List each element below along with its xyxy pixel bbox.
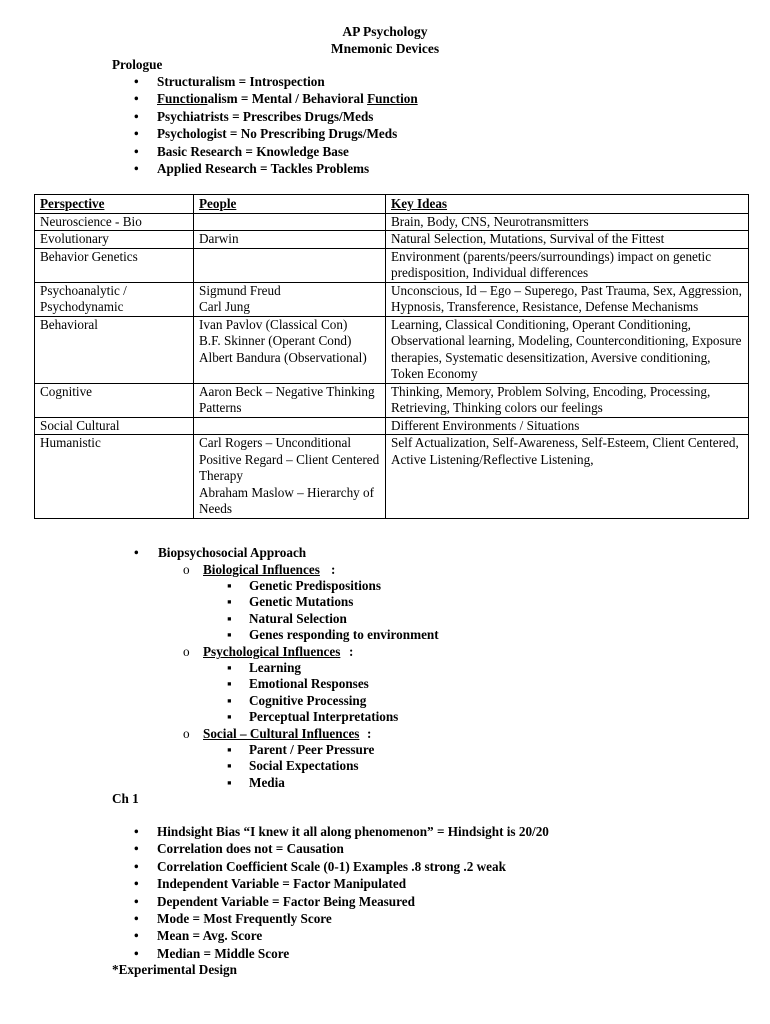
- table-cell: Natural Selection, Mutations, Survival of the Fittest: [386, 231, 749, 249]
- table-cell: Self Actualization, Self-Awareness, Self-Esteem, Client Centered, Active Listening/Reflective Listening,: [386, 435, 749, 519]
- colon: :: [331, 562, 336, 577]
- list-item: Natural Selection: [249, 611, 347, 626]
- square-bullet: ▪: [227, 709, 232, 724]
- header-perspective: Perspective: [35, 195, 194, 214]
- list-item: • Basic Research = Knowledge Base: [134, 143, 349, 159]
- experimental-design-label: *Experimental Design: [112, 962, 237, 977]
- square-bullet: ▪: [227, 676, 232, 691]
- sub-bullet: o: [183, 562, 190, 577]
- group-label: Biological Influences: [203, 562, 320, 577]
- table-row: [35, 435, 749, 519]
- square-bullet: ▪: [227, 611, 232, 626]
- list-item: Emotional Responses: [249, 676, 369, 691]
- ch1-heading: Ch 1: [112, 791, 139, 806]
- table-cell: Environment (parents/peers/surroundings) impact on genetic predisposition, Individual differences: [386, 248, 749, 282]
- square-bullet: ▪: [227, 693, 232, 708]
- table-cell: Humanistic: [35, 435, 194, 519]
- prologue-heading: Prologue: [112, 57, 163, 72]
- table-cell: Darwin: [194, 231, 386, 249]
- document-title: AP Psychology: [342, 24, 428, 39]
- table-cell: Aaron Beck – Negative Thinking Patterns: [194, 383, 386, 417]
- table-header-row: [35, 195, 749, 214]
- list-item: • Hindsight Bias “I knew it all along phenomenon” = Hindsight is 20/20: [134, 824, 549, 839]
- list-item: Learning: [249, 660, 302, 675]
- list-item: • Applied Research = Tackles Problems: [134, 160, 370, 176]
- table-cell: Learning, Classical Conditioning, Operant Conditioning, Observational learning, Modeling, Counterconditioning, Exposure therapies, Systematic desensitization, Aversive conditioning, Token Economy: [386, 316, 749, 383]
- list-item: • Dependent Variable = Factor Being Measured: [134, 893, 415, 909]
- square-bullet: ▪: [227, 627, 232, 642]
- list-item: Genetic Mutations: [249, 594, 354, 609]
- list-item: • Median = Middle Score: [134, 945, 290, 961]
- biopsychosocial-heading: •: [134, 545, 139, 560]
- sub-bullet: o: [183, 726, 190, 741]
- list-item: • Functionalism = Mental / Behavioral Function: [134, 91, 418, 107]
- table-cell: Cognitive: [35, 383, 194, 417]
- table-cell: Sigmund Freud Carl Jung: [194, 282, 386, 316]
- header-people: People: [194, 195, 386, 214]
- square-bullet: ▪: [227, 775, 232, 790]
- table-cell: [194, 417, 386, 435]
- list-item: Social Expectations: [249, 758, 359, 773]
- table-cell: Behavioral: [35, 316, 194, 383]
- square-bullet: ▪: [227, 594, 232, 609]
- list-item: • Psychologist = No Prescribing Drugs/Meds: [134, 126, 398, 142]
- table-row: [35, 417, 749, 435]
- table-cell: Behavior Genetics: [35, 248, 194, 282]
- square-bullet: ▪: [227, 742, 232, 757]
- table-row: [35, 231, 749, 249]
- document-subtitle: Mnemonic Devices: [330, 41, 440, 56]
- table-cell: [194, 213, 386, 231]
- list-item: Cognitive Processing: [249, 693, 367, 708]
- group-label: Psychological Influences: [203, 644, 341, 659]
- table-row: [35, 248, 749, 282]
- table-cell: Neuroscience - Bio: [35, 213, 194, 231]
- list-item: Perceptual Interpretations: [249, 709, 399, 724]
- list-item: • Mean = Avg. Score: [134, 928, 263, 944]
- table-cell: Carl Rogers – Unconditional Positive Regard – Client Centered Therapy Abraham Maslow – Hierarchy of Needs: [194, 435, 386, 519]
- table-cell: Different Environments / Situations: [386, 417, 749, 435]
- table-cell: Thinking, Memory, Problem Solving, Encoding, Processing, Retrieving, Thinking colors our feelings: [386, 383, 749, 417]
- prologue-list: [112, 73, 418, 177]
- list-item: Genes responding to environment: [249, 627, 439, 642]
- table-cell: Evolutionary: [35, 231, 194, 249]
- header-key-ideas: Key Ideas: [386, 195, 749, 214]
- list-item: Media: [249, 775, 285, 790]
- square-bullet: ▪: [227, 578, 232, 593]
- table-cell: Unconscious, Id – Ego – Superego, Past Trauma, Sex, Aggression, Hypnosis, Transference, Resistance, Defense Mechanisms: [386, 282, 749, 316]
- list-item: • Mode = Most Frequently Score: [134, 910, 332, 926]
- ch1-list: [112, 823, 549, 962]
- table-cell: [194, 248, 386, 282]
- table-row: [35, 383, 749, 417]
- table-row: [35, 316, 749, 383]
- group-label: Social – Cultural Influences: [203, 726, 360, 741]
- square-bullet: ▪: [227, 758, 232, 773]
- table-cell: Social Cultural: [35, 417, 194, 435]
- list-item: • Independent Variable = Factor Manipulated: [134, 876, 407, 892]
- list-item: Parent / Peer Pressure: [249, 742, 375, 757]
- biopsychosocial-label: Biopsychosocial Approach: [158, 545, 307, 560]
- table-row: [35, 213, 749, 231]
- list-item: • Correlation Coefficient Scale (0-1) Examples .8 strong .2 weak: [134, 858, 506, 874]
- colon: :: [349, 644, 354, 659]
- table-cell: Psychoanalytic / Psychodynamic: [35, 282, 194, 316]
- sub-bullet: o: [183, 644, 190, 659]
- perspectives-table: [34, 194, 749, 519]
- table-cell: Brain, Body, CNS, Neurotransmitters: [386, 213, 749, 231]
- square-bullet: ▪: [227, 660, 232, 675]
- list-item: • Correlation does not = Causation: [134, 841, 344, 857]
- list-item: • Psychiatrists = Prescribes Drugs/Meds: [134, 108, 374, 124]
- table-cell: Ivan Pavlov (Classical Con) B.F. Skinner (Operant Cond) Albert Bandura (Observational): [194, 316, 386, 383]
- colon: :: [367, 726, 372, 741]
- list-item: • Structuralism = Introspection: [134, 74, 325, 89]
- table-row: [35, 282, 749, 316]
- list-item: Genetic Predispositions: [249, 578, 381, 593]
